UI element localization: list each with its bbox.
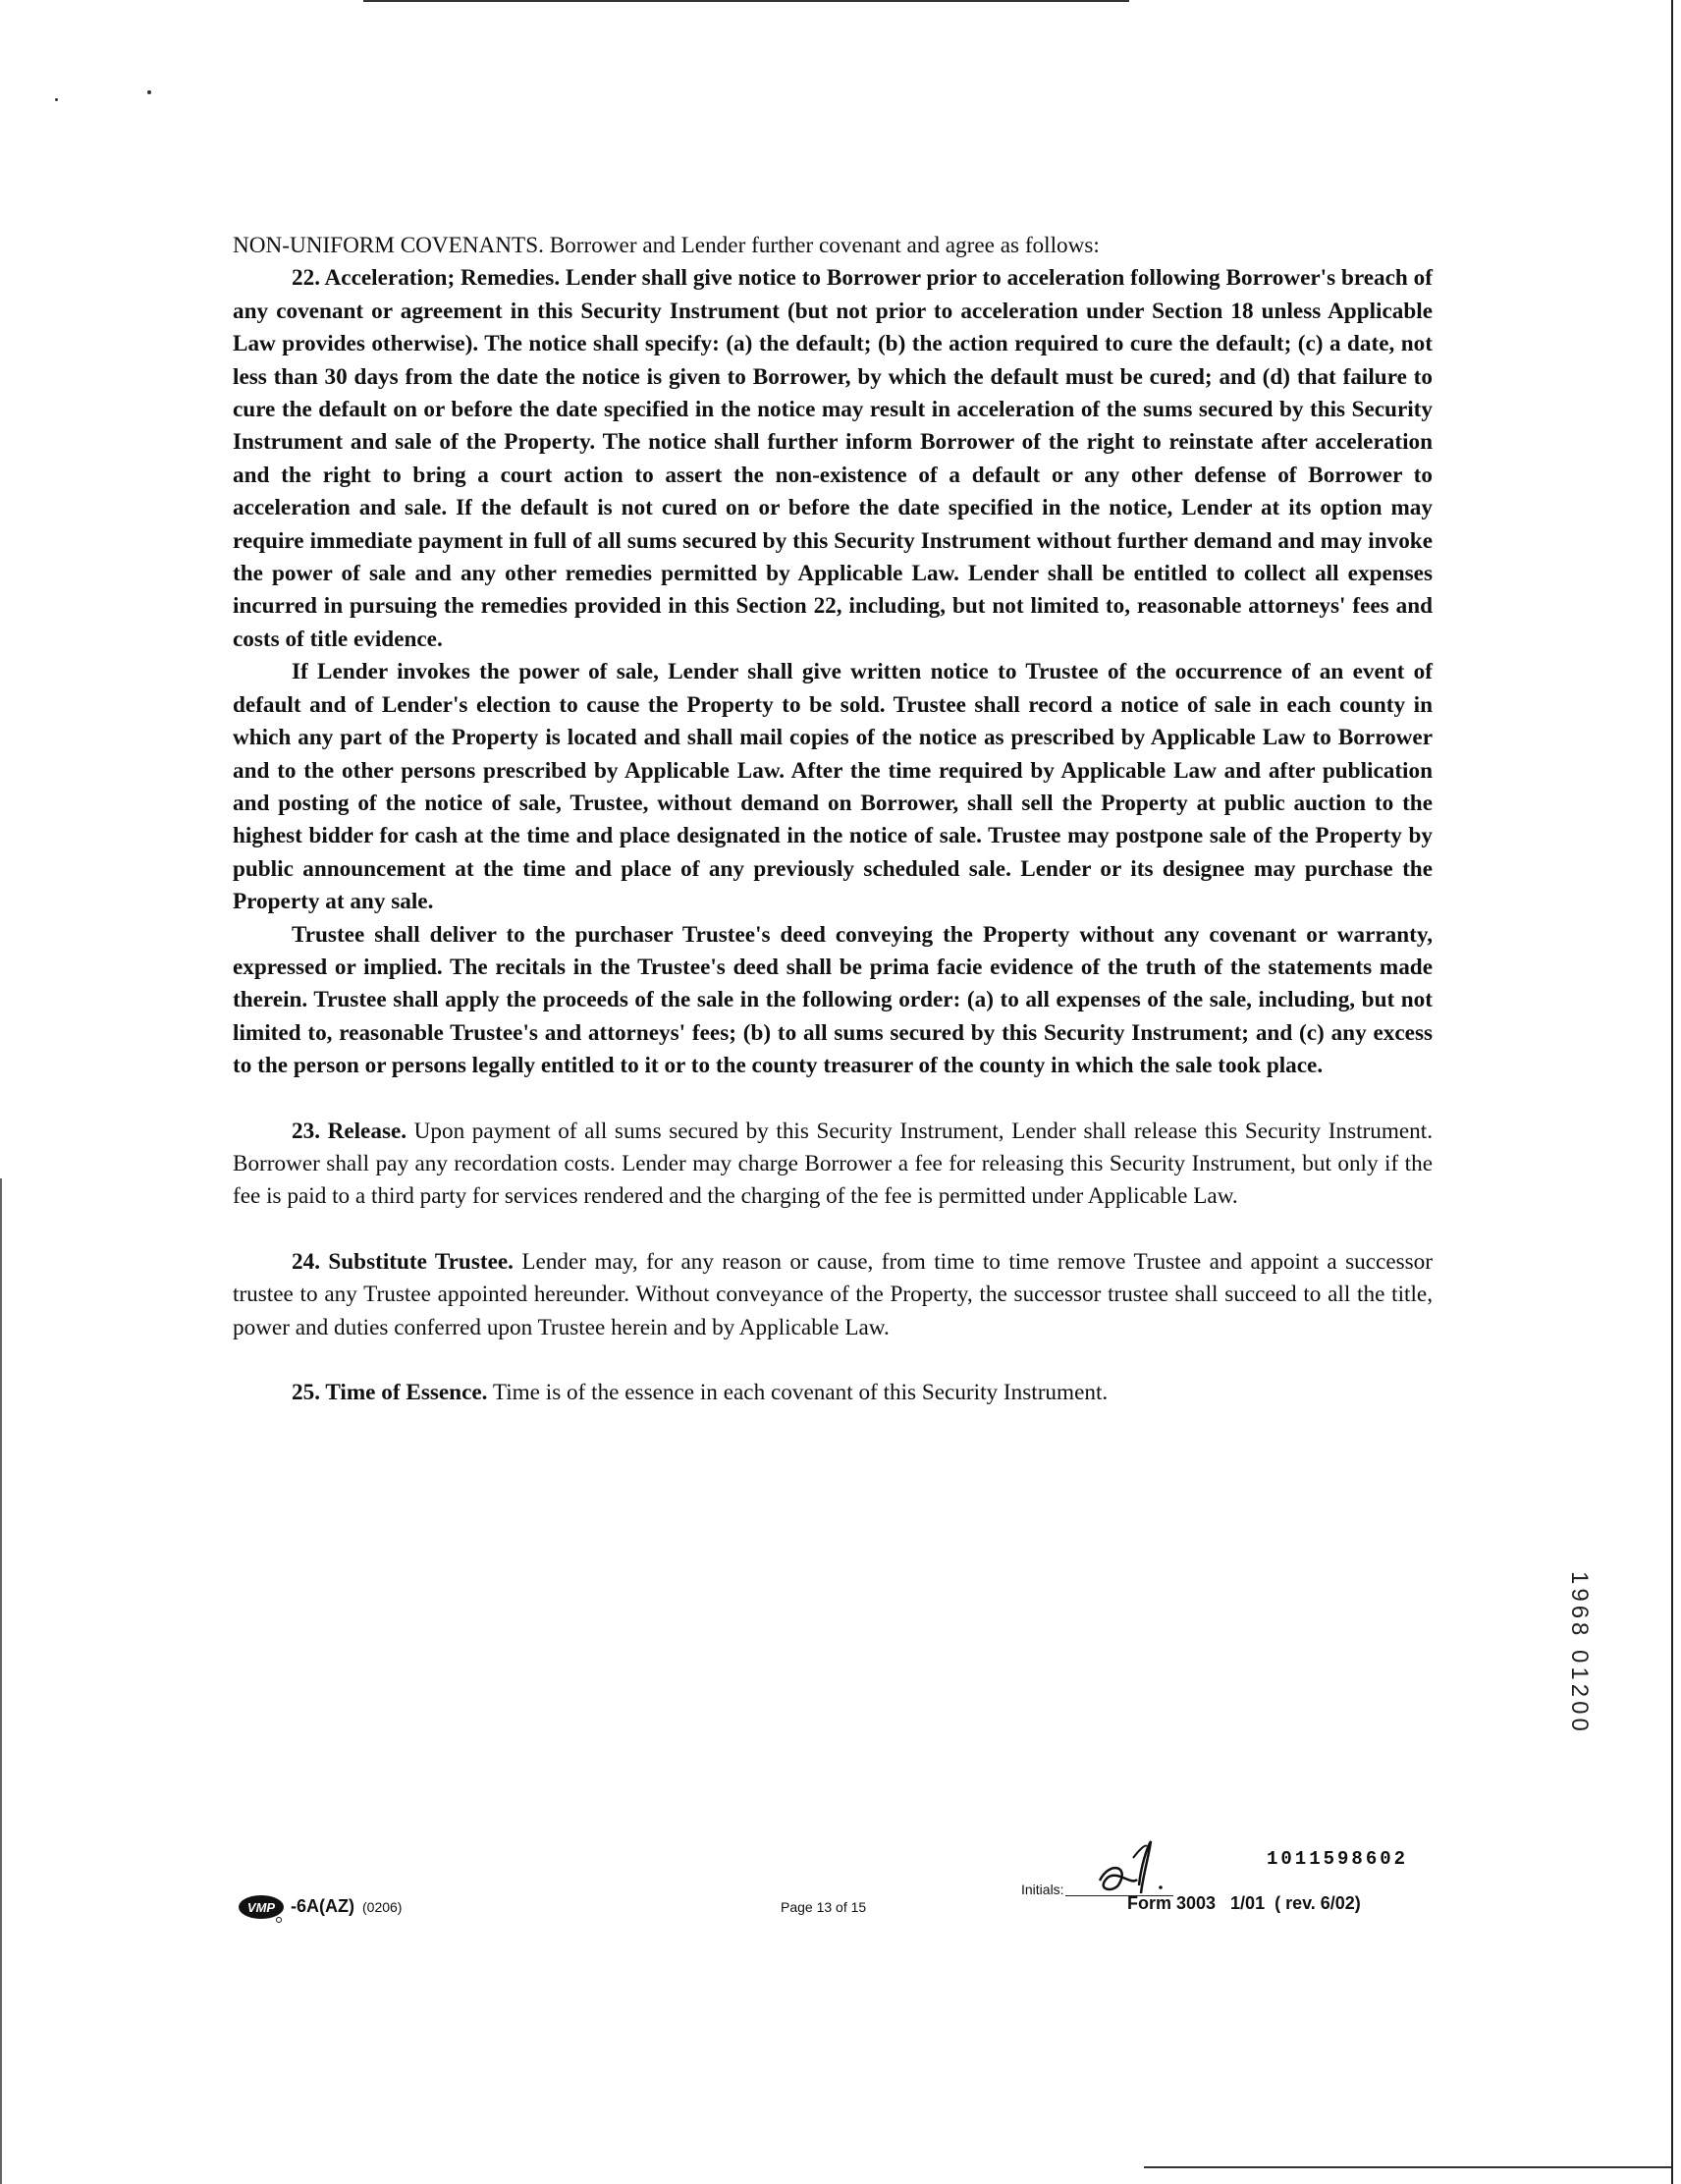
scan-speck — [147, 90, 151, 94]
margin-recording-number: 1968 01200 — [1566, 1571, 1593, 1735]
section-22-paragraph-1 — [233, 262, 1433, 656]
section-25-title: 25. Time of Essence. — [292, 1380, 488, 1405]
section-24-title: 24. Substitute Trustee. — [292, 1248, 514, 1275]
section-23-title: 23. Release. — [292, 1118, 407, 1144]
section-22-paragraph-2: If Lender invokes the power of sale, Lender shall give written notice to Trustee of the occurrence of an event of default and of Lender's election to cause the Property to be sold. Trustee shall record a notice of sale in each county in which any part of the Property is located and shall mail copies of the notice as prescribed by Applicable Law to Borrower and to the other persons prescribed by Applicable Law. After the time required by Applicable Law and after publication and posting of the notice of sale, Trustee, without demand on Borrower, shall sell the Property at public auction to the highest bidder for cash at the time and place designated in the notice of sale. Trustee may postpone sale of the Property by public announcement at the time and place of any previously scheduled sale. Lender or its designee may purchase the Property at any sale. — [233, 659, 1433, 915]
section-22-text-1: Lender shall give notice to Borrower prior to acceleration following Borrower's breach of any covenant or agreement in this Security Instrument (but not prior to acceleration under Section 18 unless Applicable Law provides otherwise). The notice shall specify: (a) the default; (b) the action required to cure the default; (c) a date, not less than 30 days from the date the notice is given to Borrower, by which the default must be cured; and (d) that failure to cure the default on or before the date specified in the notice may result in acceleration of the sums secured by this Security Instrument and sale of the Property. The notice shall further inform Borrower of the right to reinstate after acceleration and the right to bring a court action to assert the non-existence of a default or any other defense of Borrower to acceleration and sale. If the default is not cured on or before the date specified in the notice, Lender at its option may require immediate payment in full of all sums secured by this Security Instrument without further demand and may invoke the power of sale and any other remedies permitted by Applicable Law. Lender shall be entitled to collect all expenses incurred in pursuing the remedies provided in this Section 22, including, but not limited to, reasonable attorneys' fees and costs of title evidence. — [233, 265, 1433, 652]
page-number: Page 13 of 15 — [781, 1899, 867, 1915]
scan-edge-left — [0, 1178, 2, 2184]
section-24-text: Lender may, for any reason or cause, from time to time remove Trustee and appoint a successor trustee to any Trustee appointed hereunder. Without conveyance of the Property, the successor trustee shall succeed to all the title, power and duties conferred upon Trustee herein and by Applicable Law. — [233, 1248, 1433, 1340]
scan-speck — [55, 98, 58, 101]
section-23 — [233, 1116, 1433, 1214]
loan-number: 1011598602 — [1267, 1848, 1409, 1870]
form-code: -6A(AZ) — [291, 1896, 354, 1916]
section-25-text: Time is of the essence in each covenant of this Security Instrument. — [492, 1380, 1109, 1405]
section-25 — [233, 1377, 1433, 1409]
scan-edge-right — [1671, 0, 1673, 2184]
section-22-paragraph-3: Trustee shall deliver to the purchaser Trustee's deed conveying the Property without any covenant or warranty, expressed or implied. The recitals in the Trustee's deed shall be prima facie evidence of the truth of the statements made therein. Trustee shall apply the proceeds of the sale in the following order: (a) to all expenses of the sale, including, but not limited to, reasonable Trustee's and attorneys' fees; (b) to all sums secured by this Security Instrument; and (c) any excess to the person or persons legally entitled to it or to the county treasurer of the county in which the sale took place. — [233, 921, 1433, 1079]
scan-edge-bottom — [1144, 2166, 1671, 2168]
footer-form-id — [238, 1893, 402, 1923]
form-number-footer: Form 3003 1/01 ( rev. 6/02) — [1127, 1893, 1361, 1913]
non-uniform-covenants-heading: NON-UNIFORM COVENANTS. Borrower and Lender further covenant and agree as follows: — [233, 233, 1100, 258]
top-scan-rule — [363, 0, 1129, 2]
section-24 — [233, 1246, 1433, 1344]
vmp-logo-text: VMP — [246, 1900, 276, 1915]
vmp-logo-icon — [238, 1893, 287, 1923]
form-code-revision: (0206) — [362, 1899, 403, 1915]
document-body — [233, 230, 1433, 1409]
section-22-title: 22. Acceleration; Remedies. — [292, 265, 561, 292]
section-23-text: Upon payment of all sums secured by this Security Instrument, Lender shall release this Security Instrument. Borrower shall pay any recordation costs. Lender may charge Borrower a fee for releasing this Security Instrument, but only if the fee is paid to a third party for services rendered and the charging of the fee is permitted under Applicable Law. — [233, 1118, 1434, 1210]
initials-label: Initials: — [1021, 1882, 1064, 1897]
